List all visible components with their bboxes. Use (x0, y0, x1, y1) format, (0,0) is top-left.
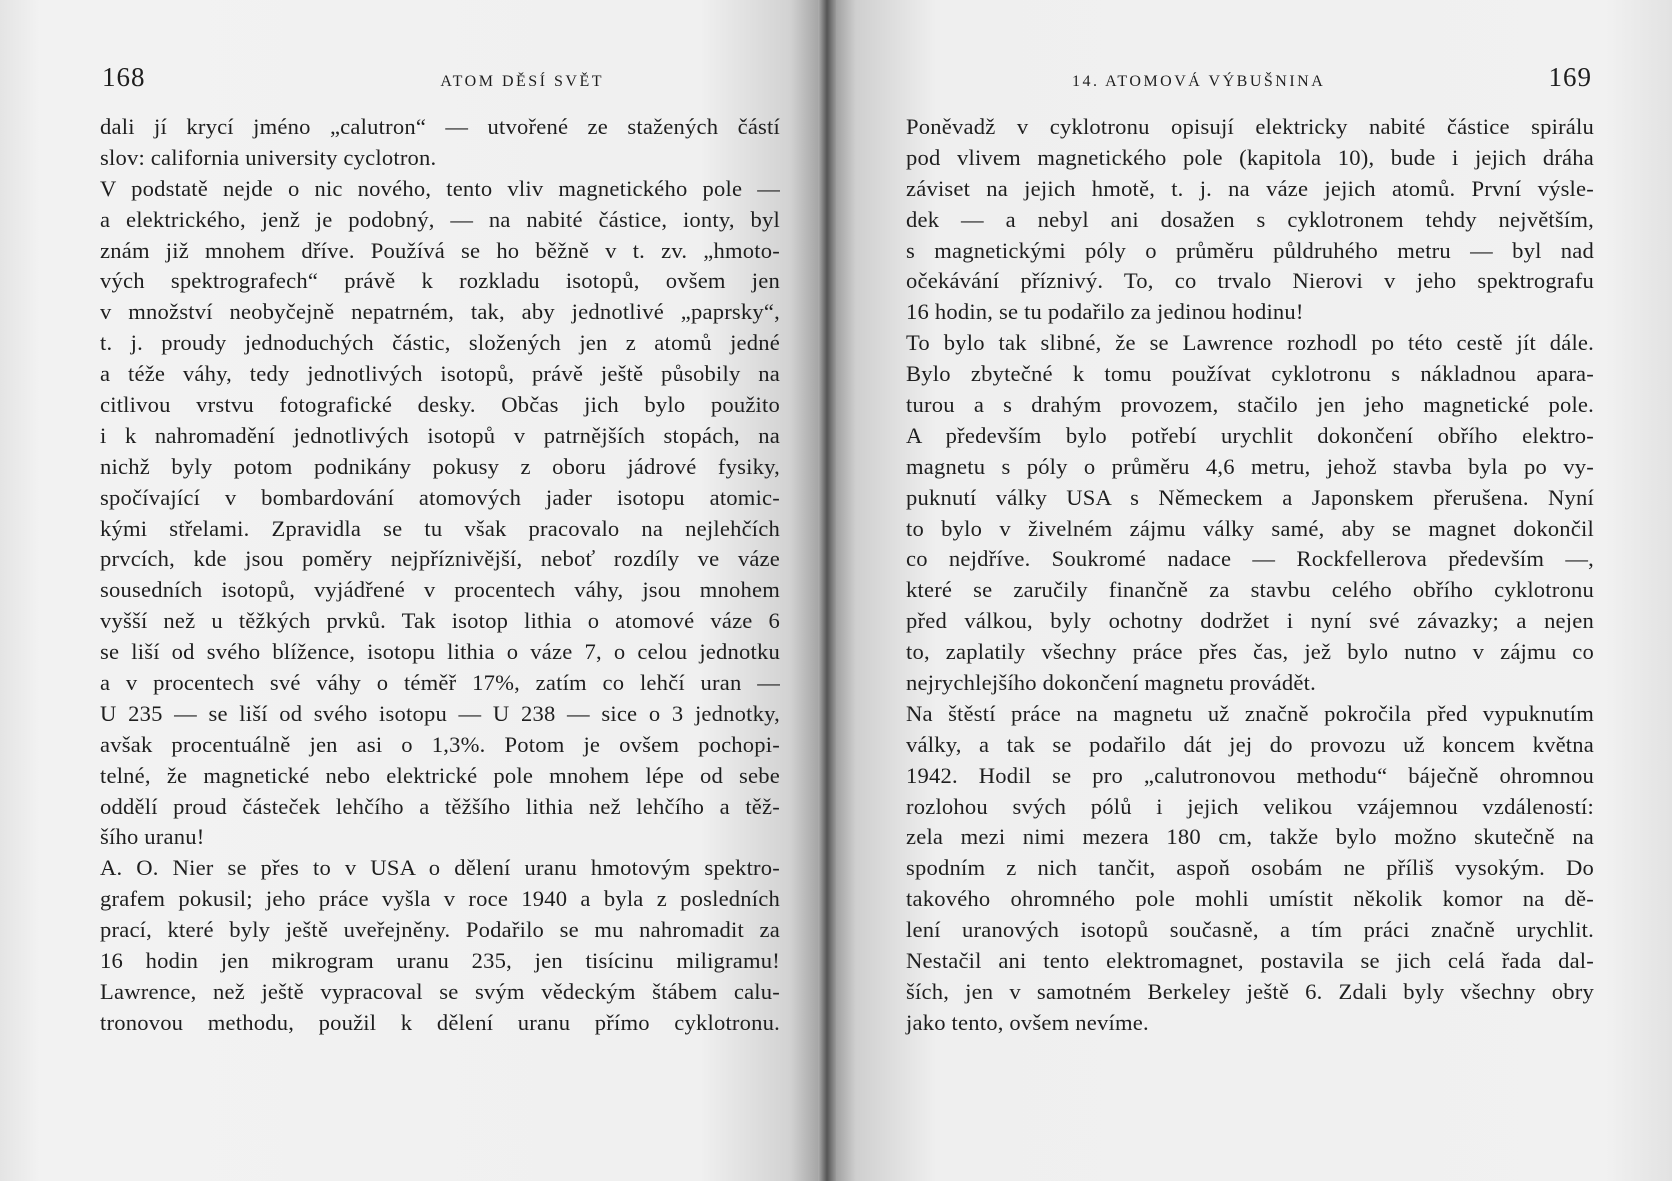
text-line: takového ohromného pole mohli umístit několik komor na dě- (906, 886, 1594, 912)
text-line: rozlohou svých pólů i jejich velikou vzájemnou vzdáleností: (906, 793, 1594, 819)
text-line: to bylo v živelném zájmu války samé, aby se magnet dokončil (906, 515, 1594, 541)
text-line: To bylo tak slibné, že se Lawrence rozhodl po této cestě jít dále. (906, 330, 1594, 356)
text-line: zela mezi nimi mezera 180 cm, takže bylo možno skutečně na (906, 824, 1594, 850)
text-line: turou a s drahým provozem, stačilo jen jeho magnetické pole. (906, 392, 1594, 418)
text-line: 16 hodin jen mikrogram uranu 235, jen tisícinu miligramu! (100, 948, 780, 974)
text-line: puknutí války USA s Německem a Japonskem přerušena. Nyní (906, 484, 1594, 510)
right-page (826, 0, 1672, 1181)
text-line: války, a tak se podařilo dát jej do provozu už koncem května (906, 731, 1594, 757)
text-line: citlivou vrstvu fotografické desky. Občas jich bylo použito (100, 392, 780, 418)
text-line: znám již mnohem dříve. Používá se ho běžně v t. zv. „hmoto- (100, 237, 780, 263)
page-number: 168 (102, 62, 146, 92)
text-line: t. j. proudy jednoduchých částic, složených jen z atomů jedné (100, 330, 780, 356)
text-line: telné, že magnetické nebo elektrické pole mnohem lépe od sebe (100, 762, 780, 788)
text-line: to, zaplatily všechny práce přes čas, jež bylo nutno v zájmu co (906, 639, 1594, 665)
right-page-header (906, 62, 1592, 102)
text-line: 1942. Hodil se pro „calutronovou methodu“ báječně ohromnou (906, 762, 1594, 788)
text-line: a elektrického, jenž je podobný, — na nabité částice, ionty, byl (100, 206, 780, 232)
text-line: vyšší než u těžkých prvků. Tak isotop lithia o atomové váze 6 (100, 608, 780, 634)
text-line: dek — a nebyl ani dosažen s cyklotronem tehdy největším, (906, 206, 1594, 232)
text-line: Bylo zbytečné k tomu používat cyklotronu s nákladnou apara- (906, 361, 1594, 387)
text-line: avšak procentuálně jen asi o 1,3%. Potom je ovšem pochopi- (100, 731, 780, 757)
text-line: oddělí proud částeček lehčího a těžšího lithia než lehčího a těž- (100, 793, 780, 819)
text-line: i k nahromadění jednotlivých isotopů v patrnějších stopách, na (100, 422, 780, 448)
text-line: jako tento, ovšem nevíme. (906, 1009, 1149, 1035)
text-line: 16 hodin, se tu podařilo za jedinou hodinu! (906, 299, 1304, 325)
text-line: očekávání příznivý. To, co trvalo Nierovi v jeho spektrografu (906, 268, 1594, 294)
text-line: a téže váhy, tedy jednotlivých isotopů, právě ještě působily na (100, 361, 780, 387)
text-line: v množství neobyčejně nepatrném, tak, aby jednotlivé „paprsky“, (100, 299, 780, 325)
text-line: prací, které byly ještě uveřejněny. Podařilo se mu nahromadit za (100, 917, 780, 943)
left-page-body (100, 112, 780, 1039)
text-line: které se zaručily finančně za stavbu celého obřího cyklotronu (906, 577, 1594, 603)
running-head: ATOM DĚSÍ SVĚT (440, 73, 604, 90)
text-line: spodním z nich tančit, aspoň osobám ne příliš vysokým. Do (906, 855, 1594, 881)
running-head: 14. ATOMOVÁ VÝBUŠNINA (1072, 73, 1326, 90)
text-line: co nejdříve. Soukromé nadace — Rockfellerova především —, (906, 546, 1594, 572)
text-line: nejrychlejšího dokončení magnetu provádět. (906, 670, 1316, 696)
text-line: magnetu s póly o průměru 4,6 metru, jehož stavba byla po vy- (906, 453, 1594, 479)
left-page (0, 0, 826, 1181)
text-line: a v procentech své váhy o téměř 17%, zatím co lehčí uran — (100, 670, 780, 696)
text-line: spočívající v bombardování atomových jader isotopu atomic- (100, 484, 780, 510)
text-line: s magnetickými póly o průměru půldruhého metru — byl nad (906, 237, 1594, 263)
text-line: se liší od svého blížence, isotopu lithia o váze 7, o celou jednotku (100, 639, 780, 665)
text-line: V podstatě nejde o nic nového, tento vliv magnetického pole — (100, 175, 780, 201)
text-line: ších, jen v samotném Berkeley ještě 6. Zdali byly všechny obry (906, 978, 1594, 1004)
text-line: před válkou, byly ochotny dodržet i nyní své závazky; a nejen (906, 608, 1594, 634)
text-line: šího uranu! (100, 824, 205, 850)
text-line: Nestačil ani tento elektromagnet, postavila se jich celá řada dal- (906, 948, 1594, 974)
text-line: pod vlivem magnetického pole (kapitola 10), bude i jejich dráha (906, 144, 1594, 170)
text-line: Lawrence, než ještě vypracoval se svým vědeckým štábem calu- (100, 978, 780, 1004)
text-line: Na štěstí práce na magnetu už značně pokročila před vypuknutím (906, 700, 1594, 726)
text-line: lení uranových isotopů současně, a tím práci značně urychlit. (906, 917, 1594, 943)
text-line: Poněvadž v cyklotronu opisují elektricky nabité částice spirálu (906, 114, 1594, 139)
text-line: grafem pokusil; jeho práce vyšla v roce 1940 a byla z posledních (100, 886, 780, 912)
text-line: U 235 — se liší od svého isotopu — U 238 — sice o 3 jednotky, (100, 700, 780, 726)
text-line: dali jí krycí jméno „calutron“ — utvořené ze stažených částí (100, 114, 780, 139)
text-line: slov: california university cyclotron. (100, 144, 437, 170)
left-page-header (102, 62, 774, 102)
text-line: prvcích, kde jsou poměry nejpříznivější, neboť rozdíly ve váze (100, 546, 780, 572)
text-line: nichž byly potom podnikány pokusy z oboru jádrové fysiky, (100, 453, 780, 479)
page-number: 169 (1548, 62, 1592, 92)
book-gutter (818, 0, 836, 1181)
text-line: A. O. Nier se přes to v USA o dělení uranu hmotovým spektro- (100, 855, 780, 881)
text-line: A především bylo potřebí urychlit dokončení obřího elektro- (906, 422, 1594, 448)
text-line: vých spektrografech“ právě k rozkladu isotopů, ovšem jen (100, 268, 780, 294)
right-page-body (906, 112, 1594, 1039)
text-line: kými střelami. Zpravidla se tu však pracovalo na nejlehčích (100, 515, 780, 541)
text-line: sousedních isotopů, vyjádřené v procentech váhy, jsou mnohem (100, 577, 780, 603)
text-line: tronovou methodu, použil k dělení uranu přímo cyklotronu. (100, 1009, 780, 1035)
text-line: záviset na jejich hmotě, t. j. na váze jejich atomů. První výsle- (906, 175, 1594, 201)
